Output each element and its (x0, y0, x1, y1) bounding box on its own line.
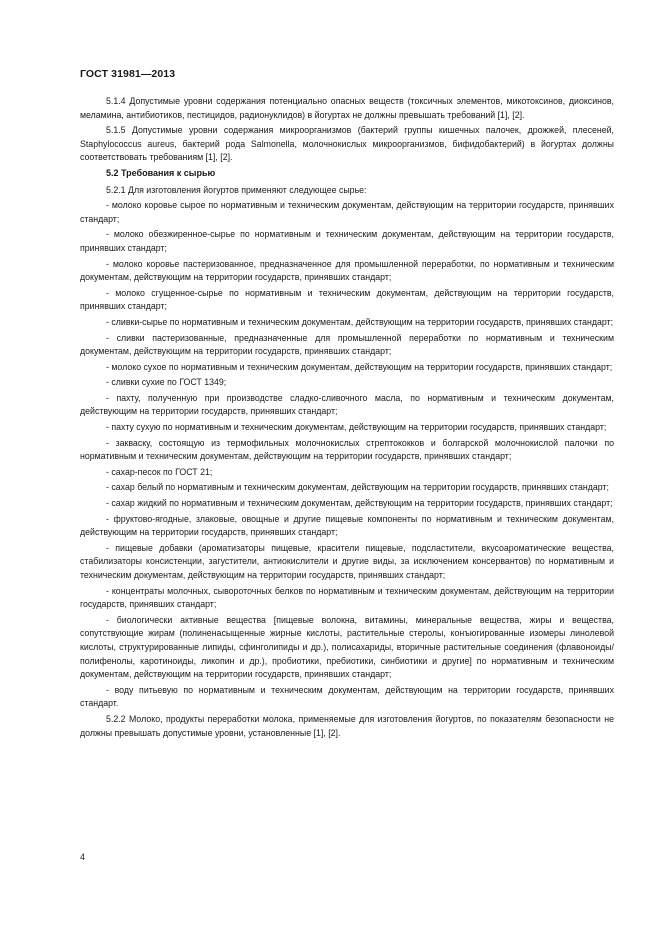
paragraph-5-1-5: 5.1.5 Допустимые уровни содержания микроорганизмов (бактерий группы кишечных палочек, дрожжей, плесеней, Staphylococcus aureus, бактерий рода Salmonella, молочнокислых микроорганизмов, бифидобактерий) в йогуртах должны соответствовать требованиям [1], [2]. (80, 125, 614, 163)
list-item: - концентраты молочных, сывороточных белков по нормативным и техническим документам, действующим на территории государств, принявших стандарт; (80, 585, 614, 610)
list-item: - сахар жидкий по нормативным и техническим документам, действующим на территории государств, принявших стандарт; (106, 498, 613, 509)
list-item: - пищевые добавки (ароматизаторы пищевые, красители пищевые, подсластители, вкусоароматические вещества, стабилизаторы консистенции, загустители, антиокислители и другие виды, за исключением консервантов) по нормативным и техническим документам, действующим на территории государств, принявших стандарт; (80, 542, 614, 580)
paragraph-5-1-4: 5.1.4 Допустимые уровни содержания потенциально опасных веществ (токсичных элементов, микотоксинов, диоксинов, меламина, антибиотиков, пестицидов, радионуклидов) в йогуртах не должны превышать требований [1], [2]. (80, 96, 614, 120)
list-item: - воду питьевую по нормативным и техническим документам, действующим на территории государств, принявших стандарт. (80, 684, 614, 709)
list-item: - молоко обезжиренное-сырье по нормативным и техническим документам, действующим на территории государств, принявших стандарт; (80, 229, 614, 253)
document-body (80, 95, 614, 742)
section-heading-5-2: 5.2 Требования к сырью (106, 167, 216, 178)
paragraph-5-2-2: 5.2.2 Молоко, продукты переработки молока, применяемые для изготовления йогуртов, по показателям безопасности не должны превышать допустимые уровни, установленные [1], [2]. (80, 713, 614, 738)
page-number: 4 (80, 852, 86, 862)
list-item: - сахар белый по нормативным и техническим документам, действующим на территории государств, принявших стандарт; (106, 482, 609, 493)
list-item: - закваску, состоящую из термофильных молочнокислых стрептококков и болгарской молочнокислой палочки по нормативным и техническим документам, действующим на территории государств, принявших стандарт; (80, 437, 614, 462)
list-item: - фруктово-ягодные, злаковые, овощные и другие пищевые компоненты по нормативным и техническим документам, действующим на территории государств, принявших стандарт; (80, 513, 614, 538)
list-item: - сахар-песок по ГОСТ 21; (106, 466, 213, 477)
paragraph-5-2-1-intro: 5.2.1 Для изготовления йогуртов применяют следующее сырье: (106, 184, 367, 195)
list-item: - молоко коровье сырое по нормативным и техническим документам, действующим на территории государств, принявших стандарт; (80, 200, 614, 224)
list-item: - молоко сухое по нормативным и техническим документам, действующим на территории государств, принявших стандарт; (106, 361, 613, 372)
list-item: - сливки-сырье по нормативным и техническим документам, действующим на территории государств, принявших стандарт; (106, 316, 614, 327)
list-item: - сливки пастеризованные, предназначенные для промышленной переработки по нормативным и техническим документам, действующим на территории государств, принявших стандарт; (80, 332, 614, 357)
raw-materials-list (80, 199, 614, 711)
document-header-title: ГОСТ 31981—2013 (80, 68, 176, 80)
list-item: - пахту, полученную при производстве сладко-сливочного масла, по нормативным и техническим документам, действующим на территории государств, принявших стандарт; (80, 392, 614, 417)
list-item: - сливки сухие по ГОСТ 1349; (106, 377, 227, 388)
list-item: - молоко сгущенное-сырье по нормативным и техническим документам, действующим на территории государств, принявших стандарт; (80, 287, 614, 312)
list-item: - молоко коровье пастеризованное, предназначенное для промышленной переработки, по нормативным и техническим документам, действующим на территории государств, принявших стандарт; (80, 258, 614, 283)
list-item: - биологически активные вещества [пищевые волокна, витамины, минеральные вещества, жиры и вещества, сопутствующие жирам (полиненасыщенные жирные кислоты, растительные стеролы, конъюгированные изомеры линолевой кислоты, структурированные липиды, сфинголипиды и др.), полисахариды, вторичные растительные соединения (флавоноиды/полифенолы, каротиноиды, ликопин и др.), пробиотики, пребиотики, синбиотики и другие] по нормативным и техническим документам, действующим на территории государств, принявших стандарт; (80, 614, 614, 680)
list-item: - пахту сухую по нормативным и техническим документам, действующим на территории государств, принявших стандарт; (106, 422, 607, 433)
